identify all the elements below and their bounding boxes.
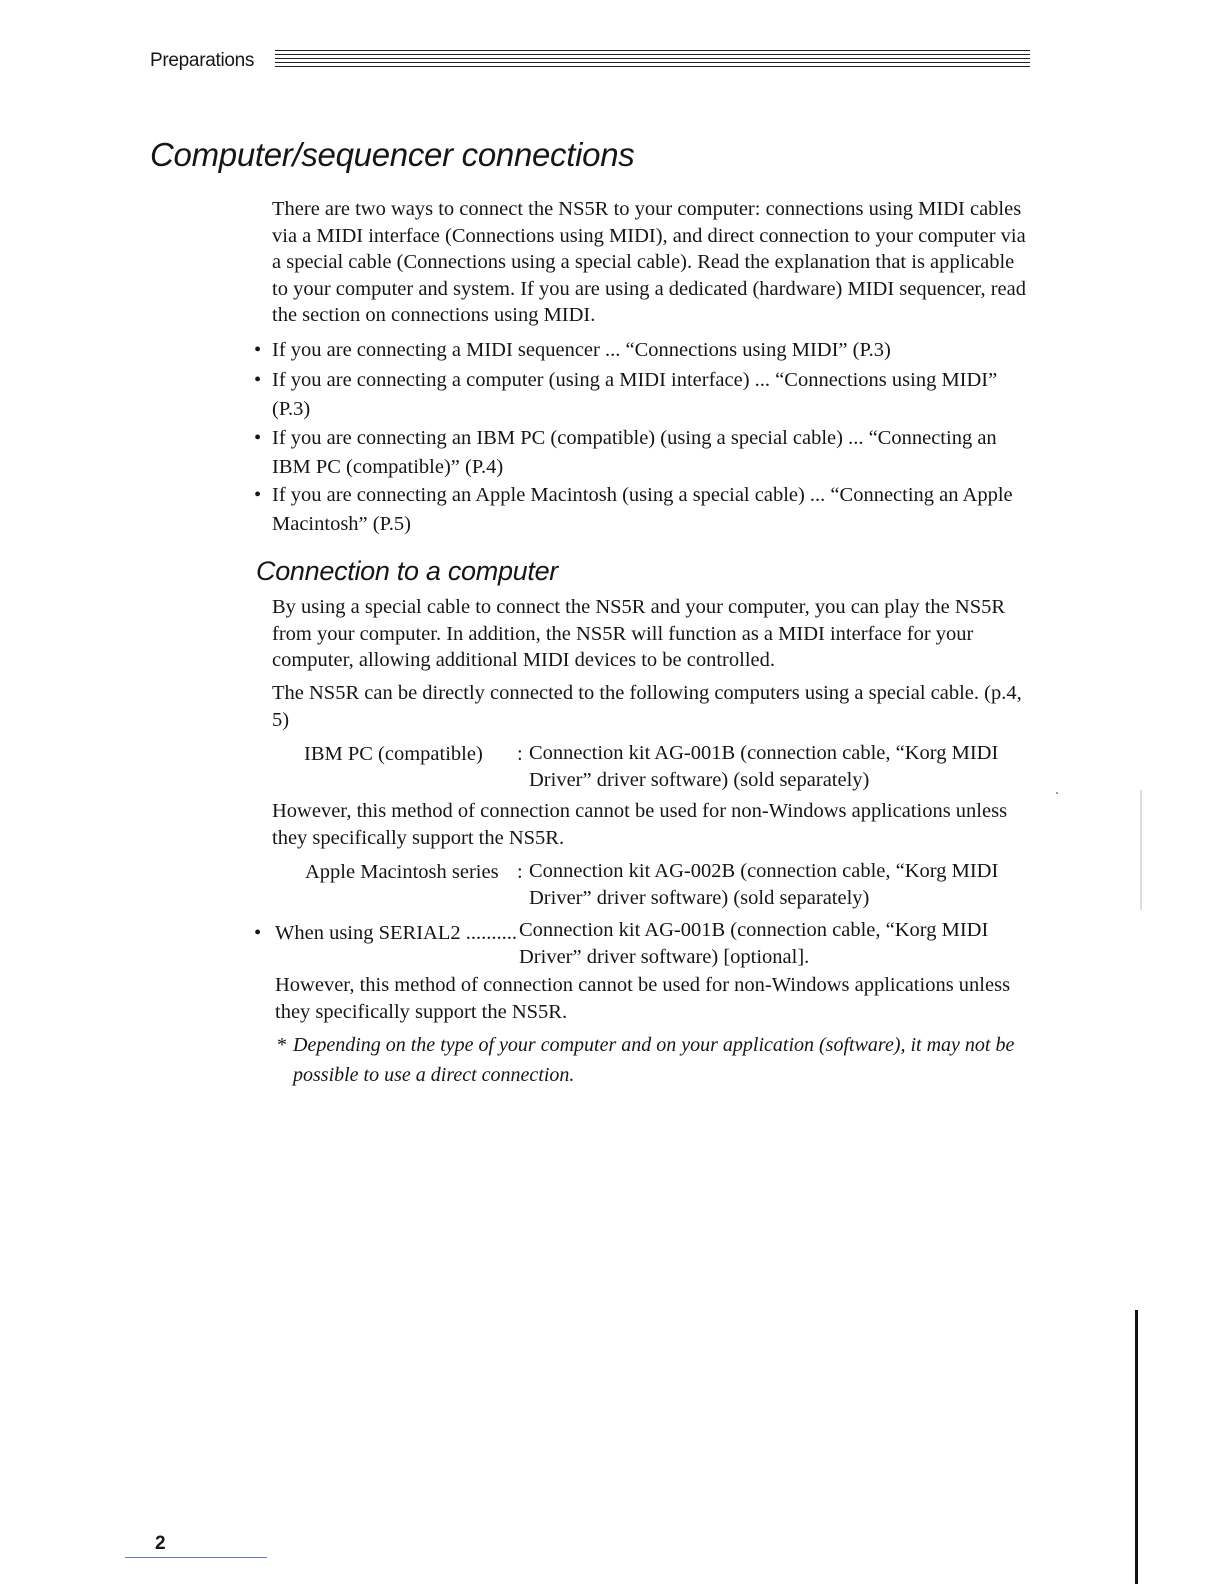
bullet-icon: • — [254, 369, 262, 391]
header-rules — [275, 48, 1030, 68]
footer-rule — [125, 1557, 267, 1558]
bullet-item — [254, 336, 1034, 365]
serial-desc: Connection kit AG-001B (connection cable, “Korg MIDI Driver” driver software) [optional]. — [519, 919, 989, 968]
kit-desc-apple: Connection kit AG-002B (connection cable, “Korg MIDI Driver” driver software) (sold separately) — [529, 860, 999, 909]
footnote-text: Depending on the type of your computer and on your application (software), it may not be possible to use a direct connection. — [293, 1034, 1015, 1086]
scan-edge-line — [1135, 1310, 1138, 1584]
page-number: 2 — [155, 1533, 166, 1554]
header-section-label: Preparations — [150, 50, 255, 71]
bullet-text: If you are connecting an Apple Macintosh (using a special cable) ... “Connecting an Apple Macintosh” (P.5) — [272, 484, 1013, 535]
bullet-item — [254, 366, 1034, 424]
bullet-icon: • — [254, 339, 262, 361]
bullet-text: If you are connecting a computer (using a MIDI interface) ... “Connections using MIDI” (P.3) — [272, 369, 998, 420]
asterisk-icon: * — [277, 1034, 287, 1056]
bullet-item — [254, 481, 1034, 539]
kit-separator: : — [517, 861, 523, 883]
however-paragraph: However, this method of connection cannot be used for non-Windows applications unless they specifically support the NS5R. — [275, 974, 1011, 1023]
scan-artifact — [1140, 790, 1142, 910]
kit-separator: : — [517, 743, 523, 765]
however-paragraph: However, this method of connection cannot be used for non-Windows applications unless they specifically support the NS5R. — [272, 800, 1008, 849]
subsection-paragraph: By using a special cable to connect the NS5R and your computer, you can play the NS5R from your computer. In addition, the NS5R will function as a MIDI interface for your computer, allowing additional MIDI devices to be controlled. — [272, 596, 1006, 671]
bullet-text: If you are connecting a MIDI sequencer ... “Connections using MIDI” (P.3) — [272, 339, 891, 361]
kit-label-ibm: IBM PC (compatible) — [304, 743, 483, 765]
page-title: Computer/sequencer connections — [150, 136, 635, 173]
subsection-title: Connection to a computer — [256, 556, 558, 586]
intro-paragraph: There are two ways to connect the NS5R to your computer: connections using MIDI cables via a MIDI interface (Connections using MIDI), and direct connection to your computer via a special cable (Connections using a special cable). Read the explanation that is applicable to your computer and system. If you are using a dedicated (hardware) MIDI sequencer, read the section on connections using MIDI. — [272, 198, 1026, 326]
bullet-icon: • — [254, 427, 262, 449]
kit-desc-ibm: Connection kit AG-001B (connection cable, “Korg MIDI Driver” driver software) (sold separately) — [529, 742, 999, 791]
kit-label-apple: Apple Macintosh series — [305, 861, 499, 883]
bullet-text: If you are connecting an IBM PC (compatible) (using a special cable) ... “Connecting an IBM PC (compatible)” (P.4) — [272, 427, 997, 478]
bullet-icon: • — [254, 484, 262, 506]
scan-artifact — [1056, 792, 1058, 794]
bullet-item — [254, 424, 1034, 482]
footnote — [277, 1030, 1037, 1090]
serial-label: When using SERIAL2 .......... — [275, 922, 517, 944]
bullet-icon: • — [254, 922, 262, 944]
subsection-paragraph: The NS5R can be directly connected to the following computers using a special cable. (p.4, 5) — [272, 682, 1022, 731]
